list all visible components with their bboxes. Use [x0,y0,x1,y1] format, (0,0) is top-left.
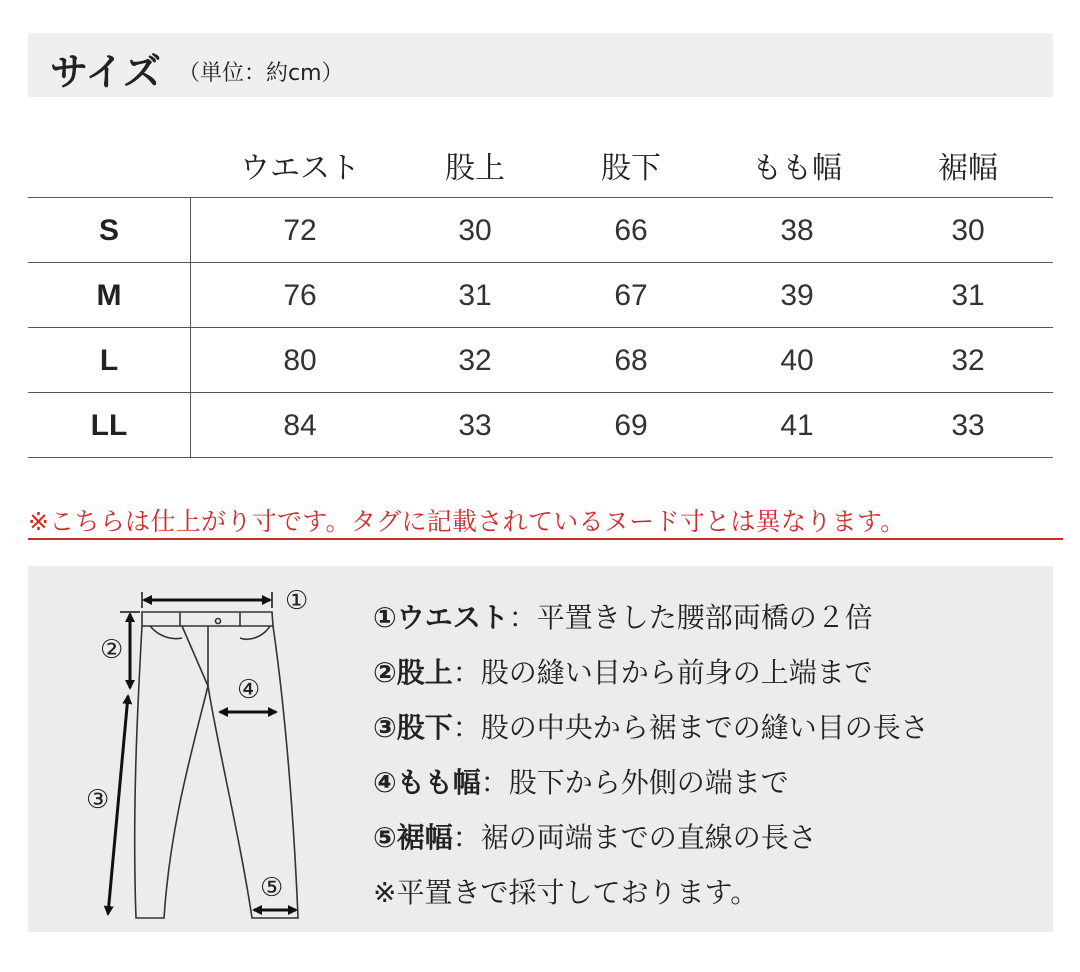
table-cell: 30 [951,214,985,247]
table-cell: 84 [283,409,317,442]
legend-term: ①ウエスト [373,601,509,634]
table-cell: 67 [614,279,648,312]
header-thigh: もも幅 [752,151,842,186]
legend-desc: ：股下から外側の端まで [480,766,789,799]
inseam-arrow [108,696,128,914]
legend-desc: ：股の縫い目から前身の上端まで [452,656,873,689]
legend-term: ④もも幅 [373,766,481,799]
table-row [28,262,1053,327]
table-cell: 38 [780,214,814,247]
table-cell: 31 [951,279,985,312]
header-inseam: 股下 [601,151,661,186]
measurement-note: ※こちらは仕上がり寸です。タグに記載されているヌード寸とは異なります。 [28,507,906,536]
size-label: L [28,328,191,392]
size-label: S [28,198,191,262]
unit-label: （単位：約cm） [178,61,344,86]
table-cell: 41 [780,409,814,442]
marker-1: ① [285,586,309,616]
legend-item [373,651,1053,706]
table-cell: 76 [283,279,317,312]
legend-item [373,816,1053,871]
table-cell: 68 [614,344,648,377]
table-row [28,327,1053,392]
table-cell: 32 [951,344,985,377]
legend-item [373,596,1053,651]
legend-desc: ：裾の両端までの直線の長さ [452,821,817,854]
header-hem: 裾幅 [938,151,998,186]
marker-3: ③ [86,785,110,815]
table-cell: 66 [614,214,648,247]
page-title: サイズ [50,50,161,94]
table-cell: 80 [283,344,317,377]
legend-item [373,761,1053,816]
table-cell: 40 [780,344,814,377]
table-cell: 31 [458,279,492,312]
legend-term: ②股上 [373,656,453,689]
table-header-row [28,133,1053,197]
marker-5: ⑤ [260,873,284,903]
size-label: M [28,263,191,327]
legend-item [373,706,1053,761]
measurement-legend [373,596,1053,926]
size-table [28,133,1053,458]
legend-term: ③股下 [373,711,453,744]
legend-desc: ：股の中央から裾までの縫い目の長さ [452,711,929,744]
table-cell: 33 [458,409,492,442]
table-cell: 32 [458,344,492,377]
note-underline [28,538,1063,540]
legend-desc: ：平置きした腰部両橋の２倍 [508,601,873,634]
legend-term: ⑤裾幅 [373,821,453,854]
table-cell: 72 [283,214,317,247]
marker-4: ④ [237,675,261,705]
table-row [28,392,1053,458]
size-label: LL [28,393,191,457]
marker-2: ② [100,635,124,665]
table-cell: 33 [951,409,985,442]
header-waist: ウエスト [240,151,360,186]
table-cell: 69 [614,409,648,442]
header-rise: 股上 [445,151,505,186]
legend-footnote: ※平置きで採寸しております。 [373,876,759,909]
table-cell: 39 [780,279,814,312]
table-cell: 30 [458,214,492,247]
legend-item [373,871,1053,926]
pants-diagram [80,578,320,923]
table-row [28,197,1053,262]
measurement-diagram-panel [28,566,1053,932]
title-bar [28,33,1053,97]
